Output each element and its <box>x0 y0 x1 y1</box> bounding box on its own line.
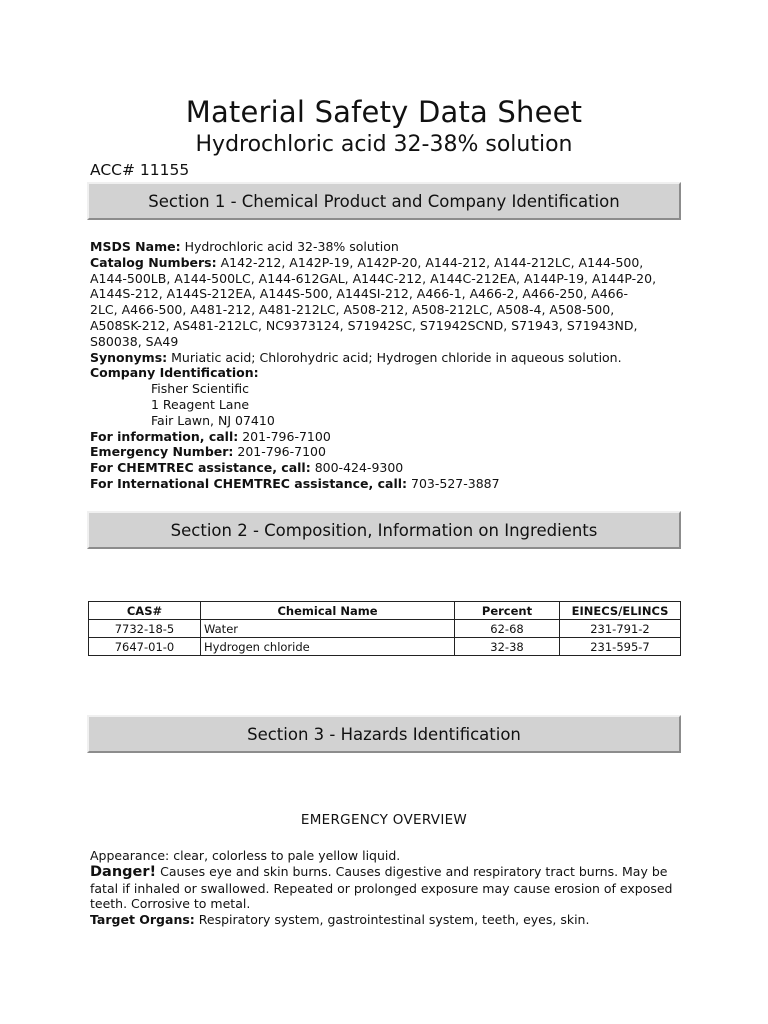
catalog-line: A144S-212, A144S-212EA, A144S-500, A144SI-212, A466-1, A466-2, A466-250, A466- <box>90 286 629 302</box>
chemtrec-line <box>90 460 690 476</box>
company-street: 1 Reagent Lane <box>151 396 250 412</box>
percent-cell: 32-38 <box>455 638 560 656</box>
synonyms-value: Muriatic acid; Chlorohydric acid; Hydrogen chloride in aqueous solution. <box>171 349 622 365</box>
composition-table <box>88 601 681 656</box>
einecs-cell: 231-791-2 <box>560 620 681 638</box>
table-header-row <box>89 602 681 620</box>
info-label: For information, call: <box>90 428 239 444</box>
section-1-heading: Section 1 - Chemical Product and Company Identification <box>87 182 681 220</box>
info-phone: 201-796-7100 <box>242 428 331 444</box>
acc-number: ACC# 11155 <box>90 161 190 179</box>
msds-name-value: Hydrochloric acid 32-38% solution <box>184 239 399 254</box>
catalog-line: 2LC, A466-500, A481-212, A481-212LC, A508-212, A508-212LC, A508-4, A508-500, <box>90 302 615 318</box>
chemtrec-phone: 800-424-9300 <box>314 460 404 476</box>
section-2-heading: Section 2 - Composition, Information on Ingredients <box>87 511 681 549</box>
cas-cell: 7647-01-0 <box>89 638 201 656</box>
target-organs-value: Respiratory system, gastrointestinal system, teeth, eyes, skin. <box>194 912 590 928</box>
info-line <box>90 429 690 445</box>
danger-paragraph <box>90 864 680 912</box>
section-3-body <box>90 848 680 928</box>
emergency-line <box>90 444 690 460</box>
catalog-label: Catalog Numbers: <box>90 254 217 270</box>
company-city: Fair Lawn, NJ 07410 <box>151 412 275 428</box>
column-header: EINECS/ELINCS <box>560 602 681 620</box>
catalog-line: A142-212, A142P-19, A142P-20, A144-212, A144-212LC, A144-500, <box>216 254 644 270</box>
catalog-numbers <box>90 255 690 271</box>
column-header: CAS# <box>89 602 201 620</box>
table-row <box>89 620 681 638</box>
catalog-line: S80038, SA49 <box>90 333 179 349</box>
einecs-cell: 231-595-7 <box>560 638 681 656</box>
catalog-line: A144-500LB, A144-500LC, A144-612GAL, A144C-212, A144C-212EA, A144P-19, A144P-20, <box>90 270 657 286</box>
emergency-label: Emergency Number: <box>90 444 234 460</box>
cas-cell: 7732-18-5 <box>89 620 201 638</box>
chemical-name-cell: Water <box>201 620 455 638</box>
chemtrec-label: For CHEMTREC assistance, call: <box>90 460 311 476</box>
section-1-body <box>90 239 690 492</box>
danger-text: Causes eye and skin burns. Causes digestive and respiratory tract burns. May be fatal if inhaled or swallowed. Repeated or prolonged exposure may cause erosion of exposed teeth. Corrosive to metal. <box>90 863 673 912</box>
synonyms-line <box>90 350 690 366</box>
percent-cell: 62-68 <box>455 620 560 638</box>
table-row <box>89 638 681 656</box>
synonyms-label: Synonyms: <box>90 349 168 365</box>
emergency-overview-title: EMERGENCY OVERVIEW <box>300 812 468 828</box>
section-3-heading: Section 3 - Hazards Identification <box>87 715 681 753</box>
target-organs-line <box>90 912 680 928</box>
company-name: Fisher Scientific <box>151 381 250 397</box>
intl-chemtrec-line <box>90 476 690 492</box>
chemical-name-cell: Hydrogen chloride <box>201 638 455 656</box>
msds-name-line <box>90 239 690 255</box>
msds-name-label: MSDS Name: <box>90 239 181 254</box>
target-organs-label: Target Organs: <box>90 912 195 928</box>
column-header: Percent <box>455 602 560 620</box>
document-title: Material Safety Data Sheet <box>185 95 583 129</box>
catalog-line: A508SK-212, AS481-212LC, NC9373124, S71942SC, S71942SCND, S71943, S71943ND, <box>90 317 638 333</box>
company-label: Company Identification: <box>90 365 259 381</box>
danger-label: Danger! <box>90 863 157 880</box>
intl-chemtrec-label: For International CHEMTREC assistance, call: <box>90 475 408 491</box>
column-header: Chemical Name <box>201 602 455 620</box>
intl-chemtrec-phone: 703-527-3887 <box>411 475 500 491</box>
document-subtitle: Hydrochloric acid 32-38% solution <box>195 132 573 157</box>
appearance-line: Appearance: clear, colorless to pale yellow liquid. <box>90 848 401 863</box>
emergency-phone: 201-796-7100 <box>237 444 326 460</box>
